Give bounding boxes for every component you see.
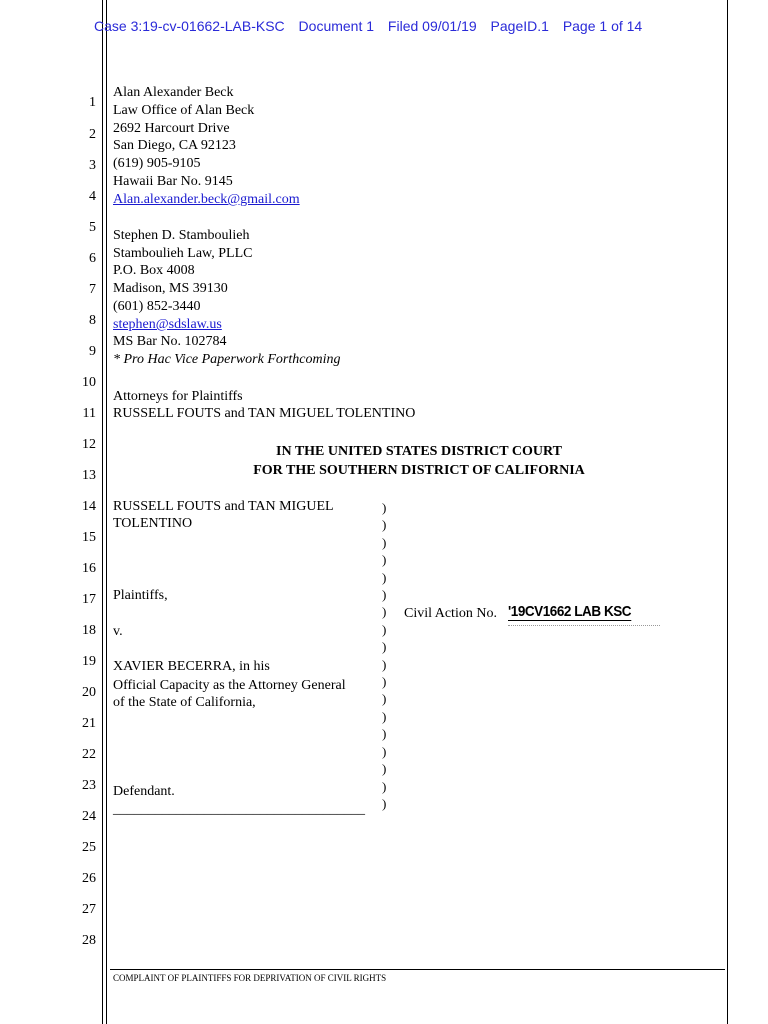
line-number: 10 <box>82 375 96 390</box>
line-number: 4 <box>89 189 96 204</box>
line-number: 6 <box>89 251 96 266</box>
attorney1-email-link[interactable]: Alan.alexander.beck@gmail.com <box>113 192 300 207</box>
caption-rule: ____________________________________ <box>113 802 365 817</box>
attorney2-email-link[interactable]: stephen@sdslaw.us <box>113 317 222 332</box>
footer-title: COMPLAINT OF PLAINTIFFS FOR DEPRIVATION OF CIVIL RIGHTS <box>113 973 387 983</box>
line-number: 23 <box>82 778 96 793</box>
line-number: 28 <box>82 933 96 948</box>
attorney2-city: Madison, MS 39130 <box>113 281 228 296</box>
line-number: 18 <box>82 623 96 638</box>
line-number: 27 <box>82 902 96 917</box>
attorney2-box: P.O. Box 4008 <box>113 263 195 278</box>
caption-defendant-label: Defendant. <box>113 784 175 799</box>
attorney1-phone: (619) 905-9105 <box>113 156 201 171</box>
attorney2-bar: MS Bar No. 102784 <box>113 334 227 349</box>
filed-date: Filed 09/01/19 <box>387 18 477 34</box>
attorney2-firm: Stamboulieh Law, PLLC <box>113 246 253 261</box>
left-margin-rule-outer <box>102 0 103 1024</box>
line-number: 14 <box>82 499 96 514</box>
civil-action-dotted-line <box>508 625 660 626</box>
line-number: 21 <box>82 716 96 731</box>
attorney1-bar: Hawaii Bar No. 9145 <box>113 174 233 189</box>
court-title-line2: FOR THE SOUTHERN DISTRICT OF CALIFORNIA <box>253 463 585 478</box>
caption-plaintiff-line1: RUSSELL FOUTS and TAN MIGUEL <box>113 499 334 514</box>
line-number: 15 <box>82 530 96 545</box>
attorney1-city: San Diego, CA 92123 <box>113 138 236 153</box>
caption-versus: v. <box>113 624 123 639</box>
court-title-line1: IN THE UNITED STATES DISTRICT COURT <box>276 444 562 459</box>
line-number: 12 <box>82 437 96 452</box>
line-number: 8 <box>89 313 96 328</box>
line-number: 1 <box>89 95 96 110</box>
filing-header <box>94 18 694 34</box>
line-number: 26 <box>82 871 96 886</box>
line-number: 5 <box>89 220 96 235</box>
attorney1-name: Alan Alexander Beck <box>113 85 234 100</box>
caption-plaintiff-line2: TOLENTINO <box>113 516 193 531</box>
caption-defendant-line2: Official Capacity as the Attorney General <box>113 678 346 693</box>
line-number: 19 <box>82 654 96 669</box>
footer-rule <box>110 969 725 970</box>
line-number: 22 <box>82 747 96 762</box>
attorney2-phone: (601) 852-3440 <box>113 299 201 314</box>
right-margin-rule <box>727 0 728 1024</box>
page-count: Page 1 of 14 <box>562 18 643 34</box>
line-number: 25 <box>82 840 96 855</box>
attorney1-street: 2692 Harcourt Drive <box>113 121 230 136</box>
line-number: 17 <box>82 592 96 607</box>
caption-defendant-line3: of the State of California, <box>113 695 256 710</box>
pro-hac-vice-note: * Pro Hac Vice Paperwork Forthcoming <box>113 352 341 367</box>
line-number: 20 <box>82 685 96 700</box>
line-number: 16 <box>82 561 96 576</box>
caption-defendant-line1: XAVIER BECERRA, in his <box>113 659 270 674</box>
plaintiffs-names: RUSSELL FOUTS and TAN MIGUEL TOLENTINO <box>113 406 416 421</box>
line-number: 11 <box>82 406 96 421</box>
line-number: 13 <box>82 468 96 483</box>
caption-plaintiffs-label: Plaintiffs, <box>113 588 168 603</box>
line-number: 9 <box>89 344 96 359</box>
attorney2-name: Stephen D. Stamboulieh <box>113 228 250 243</box>
document-number: Document 1 <box>298 18 375 34</box>
case-number: Case 3:19-cv-01662-LAB-KSC <box>94 18 285 34</box>
civil-action-number: '19CV1662 LAB KSC <box>508 603 632 620</box>
line-number: 2 <box>89 127 96 142</box>
page-id: PageID.1 <box>490 18 549 34</box>
line-number: 7 <box>89 282 96 297</box>
left-margin-rule-inner <box>106 0 107 1024</box>
civil-action-label: Civil Action No. <box>404 606 497 621</box>
attorneys-for-label: Attorneys for Plaintiffs <box>113 389 243 404</box>
attorney1-office: Law Office of Alan Beck <box>113 103 255 118</box>
line-number: 24 <box>82 809 96 824</box>
caption-parentheses: ) ) ) ) ) ) ) ) ) ) ) ) ) ) ) ) ) ) <box>382 500 387 811</box>
line-number: 3 <box>89 158 96 173</box>
